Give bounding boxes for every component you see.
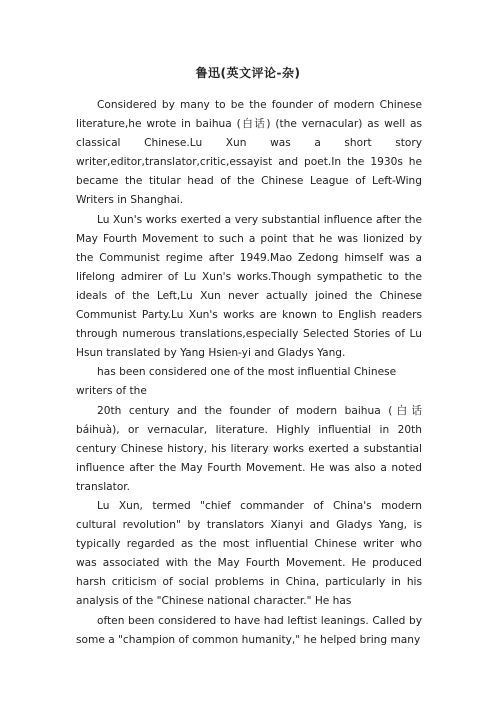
paragraph-3: has been considered one of the most influential Chinese writers of the — [76, 366, 397, 398]
paragraph-1: Considered by many to be the founder of modern Chinese literature,he wrote in baihua (白话) (the vernacular) as well as classical Chinese.Lu Xun was a short story writer,editor,translator,critic,essayist and poet.In the 1930s he became the titular head of the Chinese League of Left-Wing Writers in Shanghai. — [76, 99, 422, 207]
paragraph-5: Lu Xun, termed "chief commander of China's modern cultural revolution" by translators Xianyi and Gladys Yang, is typically regarded as the most influential Chinese writer who was associated with the May Fourth Movement. He produced harsh criticism of social problems in China, particularly in his analysis of the "Chinese national character." He has — [76, 499, 422, 608]
document-title: 鲁迅(英文评论-杂) — [195, 66, 301, 80]
paragraph-2: Lu Xun's works exerted a very substantial influence after the May Fourth Movement to such a point that he was lionized by the Communist regime after 1949.Mao Zedong himself was a lifelong admirer of Lu Xun's works.Though sympathetic to the ideals of the Left,Lu Xun never actually joined the Chinese Communist Party.Lu Xun's works are known to English readers through numerous translations,especially Selected Stories of Lu Hsun translated by Yang Hsien-yi and Gladys Yang. — [76, 213, 422, 360]
paragraph-6: often been considered to have had leftist leanings. Called by some a "champion of common humanity," he helped bring many — [76, 614, 422, 646]
document-body — [76, 96, 422, 650]
paragraph-4: 20th century and the founder of modern baihua (白话 báihuà), or vernacular, literature. Highly influential in 20th century Chinese history, his literary works exerted a substantial influence after the May Fourth Movement. He was also a noted translator. — [76, 404, 422, 493]
